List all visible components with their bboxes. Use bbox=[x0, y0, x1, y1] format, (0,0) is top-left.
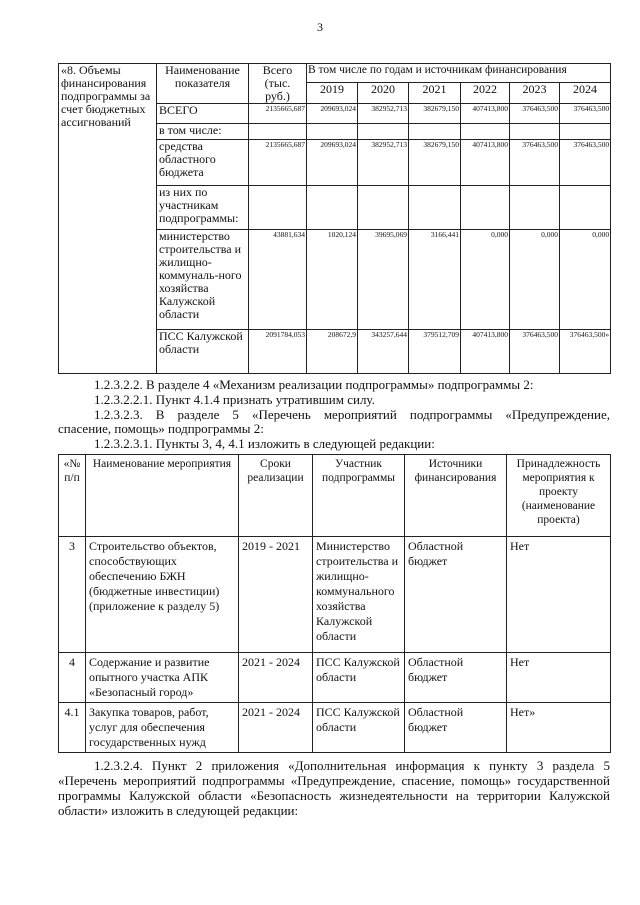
row-name: министерство строительства и жилищно-коммуналь-ного хозяйства Калужской области bbox=[157, 230, 249, 330]
paragraph: 1.2.3.2.3.1. Пункты 3, 4, 4.1 изложить в следующей редакции: bbox=[94, 436, 435, 451]
page-number: 3 bbox=[317, 20, 323, 34]
row-value: 39695,069 bbox=[358, 230, 409, 330]
row-total: 2135665,687 bbox=[249, 104, 307, 124]
row-project: Нет» bbox=[507, 703, 611, 753]
row-name: ВСЕГО bbox=[157, 104, 249, 124]
row-value: 3166,441 bbox=[409, 230, 461, 330]
row-source: Областной бюджет bbox=[405, 703, 507, 753]
header-num: «№ п/п bbox=[59, 455, 86, 537]
row-value: 407413,800 bbox=[461, 140, 510, 186]
row-total: 2135665,687 bbox=[249, 140, 307, 186]
financing-table bbox=[58, 63, 611, 374]
header-year: 2023 bbox=[510, 83, 560, 104]
paragraph: 1.2.3.2.2.1. Пункт 4.1.4 признать утратившим силу. bbox=[94, 392, 375, 407]
row-value: 1020,124 bbox=[307, 230, 358, 330]
row-term: 2021 - 2024 bbox=[239, 653, 313, 703]
row-measure: Содержание и развитие опытного участка АПК «Безопасный город» bbox=[86, 653, 239, 703]
table-row bbox=[59, 703, 611, 753]
row-value: 407413,800 bbox=[461, 104, 510, 124]
row-value: 382952,713 bbox=[358, 140, 409, 186]
paragraph: 1.2.3.2.2. В разделе 4 «Механизм реализации подпрограммы» подпрограммы 2: bbox=[94, 377, 534, 392]
row-source: Областной бюджет bbox=[405, 537, 507, 653]
header-total: Всего (тыс. руб.) bbox=[249, 64, 307, 104]
financing-row-label: «8. Объемы финансирования подпрограммы за счет бюджетных ассигнований bbox=[59, 64, 157, 374]
row-value: 209693,024 bbox=[307, 104, 358, 124]
header-year: 2024 bbox=[560, 83, 611, 104]
row-value: 0,000 bbox=[510, 230, 560, 330]
header-project: Принадлежность мероприятия к проекту (наименование проекта) bbox=[507, 455, 611, 537]
row-value: 376463,500 bbox=[560, 104, 611, 124]
row-value: 209693,024 bbox=[307, 140, 358, 186]
row-name: в том числе: bbox=[157, 124, 249, 140]
header-measure: Наименование мероприятия bbox=[86, 455, 239, 537]
header-name: Наименование показателя bbox=[157, 64, 249, 104]
row-value: 382952,713 bbox=[358, 104, 409, 124]
row-value: 376463,500 bbox=[510, 140, 560, 186]
row-participant: Министерство строительства и жилищно-коммунального хозяйства Калужской области bbox=[313, 537, 405, 653]
row-participant: ПСС Калужской области bbox=[313, 653, 405, 703]
row-source: Областной бюджет bbox=[405, 653, 507, 703]
row-project: Нет bbox=[507, 537, 611, 653]
row-value: 382679,150 bbox=[409, 104, 461, 124]
header-year: 2021 bbox=[409, 83, 461, 104]
row-value: 0,000 bbox=[560, 230, 611, 330]
header-year: 2019 bbox=[307, 83, 358, 104]
row-term: 2019 - 2021 bbox=[239, 537, 313, 653]
table-row bbox=[59, 653, 611, 703]
row-value: 376463,500 bbox=[510, 104, 560, 124]
row-value: 376463,500» bbox=[560, 330, 611, 374]
row-value: 379512,709 bbox=[409, 330, 461, 374]
row-total: 2091784,053 bbox=[249, 330, 307, 374]
paragraph: 1.2.3.2.3. В разделе 5 «Перечень мероприятий подпрограммы «Предупреждение, bbox=[94, 407, 610, 422]
row-name: ПСС Калужской области bbox=[157, 330, 249, 374]
row-value: 376463,500 bbox=[510, 330, 560, 374]
header-year: 2022 bbox=[461, 83, 510, 104]
header-participant: Участник подпрограммы bbox=[313, 455, 405, 537]
row-num: 4.1 bbox=[59, 703, 86, 753]
row-project: Нет bbox=[507, 653, 611, 703]
measures-table bbox=[58, 454, 611, 753]
header-by-years: В том числе по годам и источникам финансирования bbox=[307, 64, 611, 83]
row-name: из них по участникам подпрограммы: bbox=[157, 186, 249, 230]
header-source: Источники финансирования bbox=[405, 455, 507, 537]
row-value: 343257,644 bbox=[358, 330, 409, 374]
row-value: 382679,150 bbox=[409, 140, 461, 186]
row-measure: Закупка товаров, работ, услуг для обеспечения государственных нужд bbox=[86, 703, 239, 753]
header-term: Сроки реализации bbox=[239, 455, 313, 537]
row-name: средства областного бюджета bbox=[157, 140, 249, 186]
paragraph: спасение, помощь» подпрограммы 2: bbox=[58, 421, 264, 436]
header-year: 2020 bbox=[358, 83, 409, 104]
row-value: 0,000 bbox=[461, 230, 510, 330]
row-num: 4 bbox=[59, 653, 86, 703]
paragraph: 1.2.3.2.4. Пункт 2 приложения «Дополнительная информация к пункту 3 раздела 5 «Перечень мероприятий подпрограммы «Предупреждение, спасение, помощь» государственной программы Калужской области «Безопасность жизнедеятельности на территории Калужской области» изложить в следующей редакции: bbox=[58, 758, 610, 818]
row-term: 2021 - 2024 bbox=[239, 703, 313, 753]
row-num: 3 bbox=[59, 537, 86, 653]
row-value: 376463,500 bbox=[560, 140, 611, 186]
row-value: 407413,800 bbox=[461, 330, 510, 374]
table-row bbox=[59, 537, 611, 653]
row-measure: Строительство объектов, способствующих обеспечению БЖН (бюджетные инвестиции) (приложение к разделу 5) bbox=[86, 537, 239, 653]
row-participant: ПСС Калужской области bbox=[313, 703, 405, 753]
row-value: 208672,9 bbox=[307, 330, 358, 374]
row-total: 43881,634 bbox=[249, 230, 307, 330]
